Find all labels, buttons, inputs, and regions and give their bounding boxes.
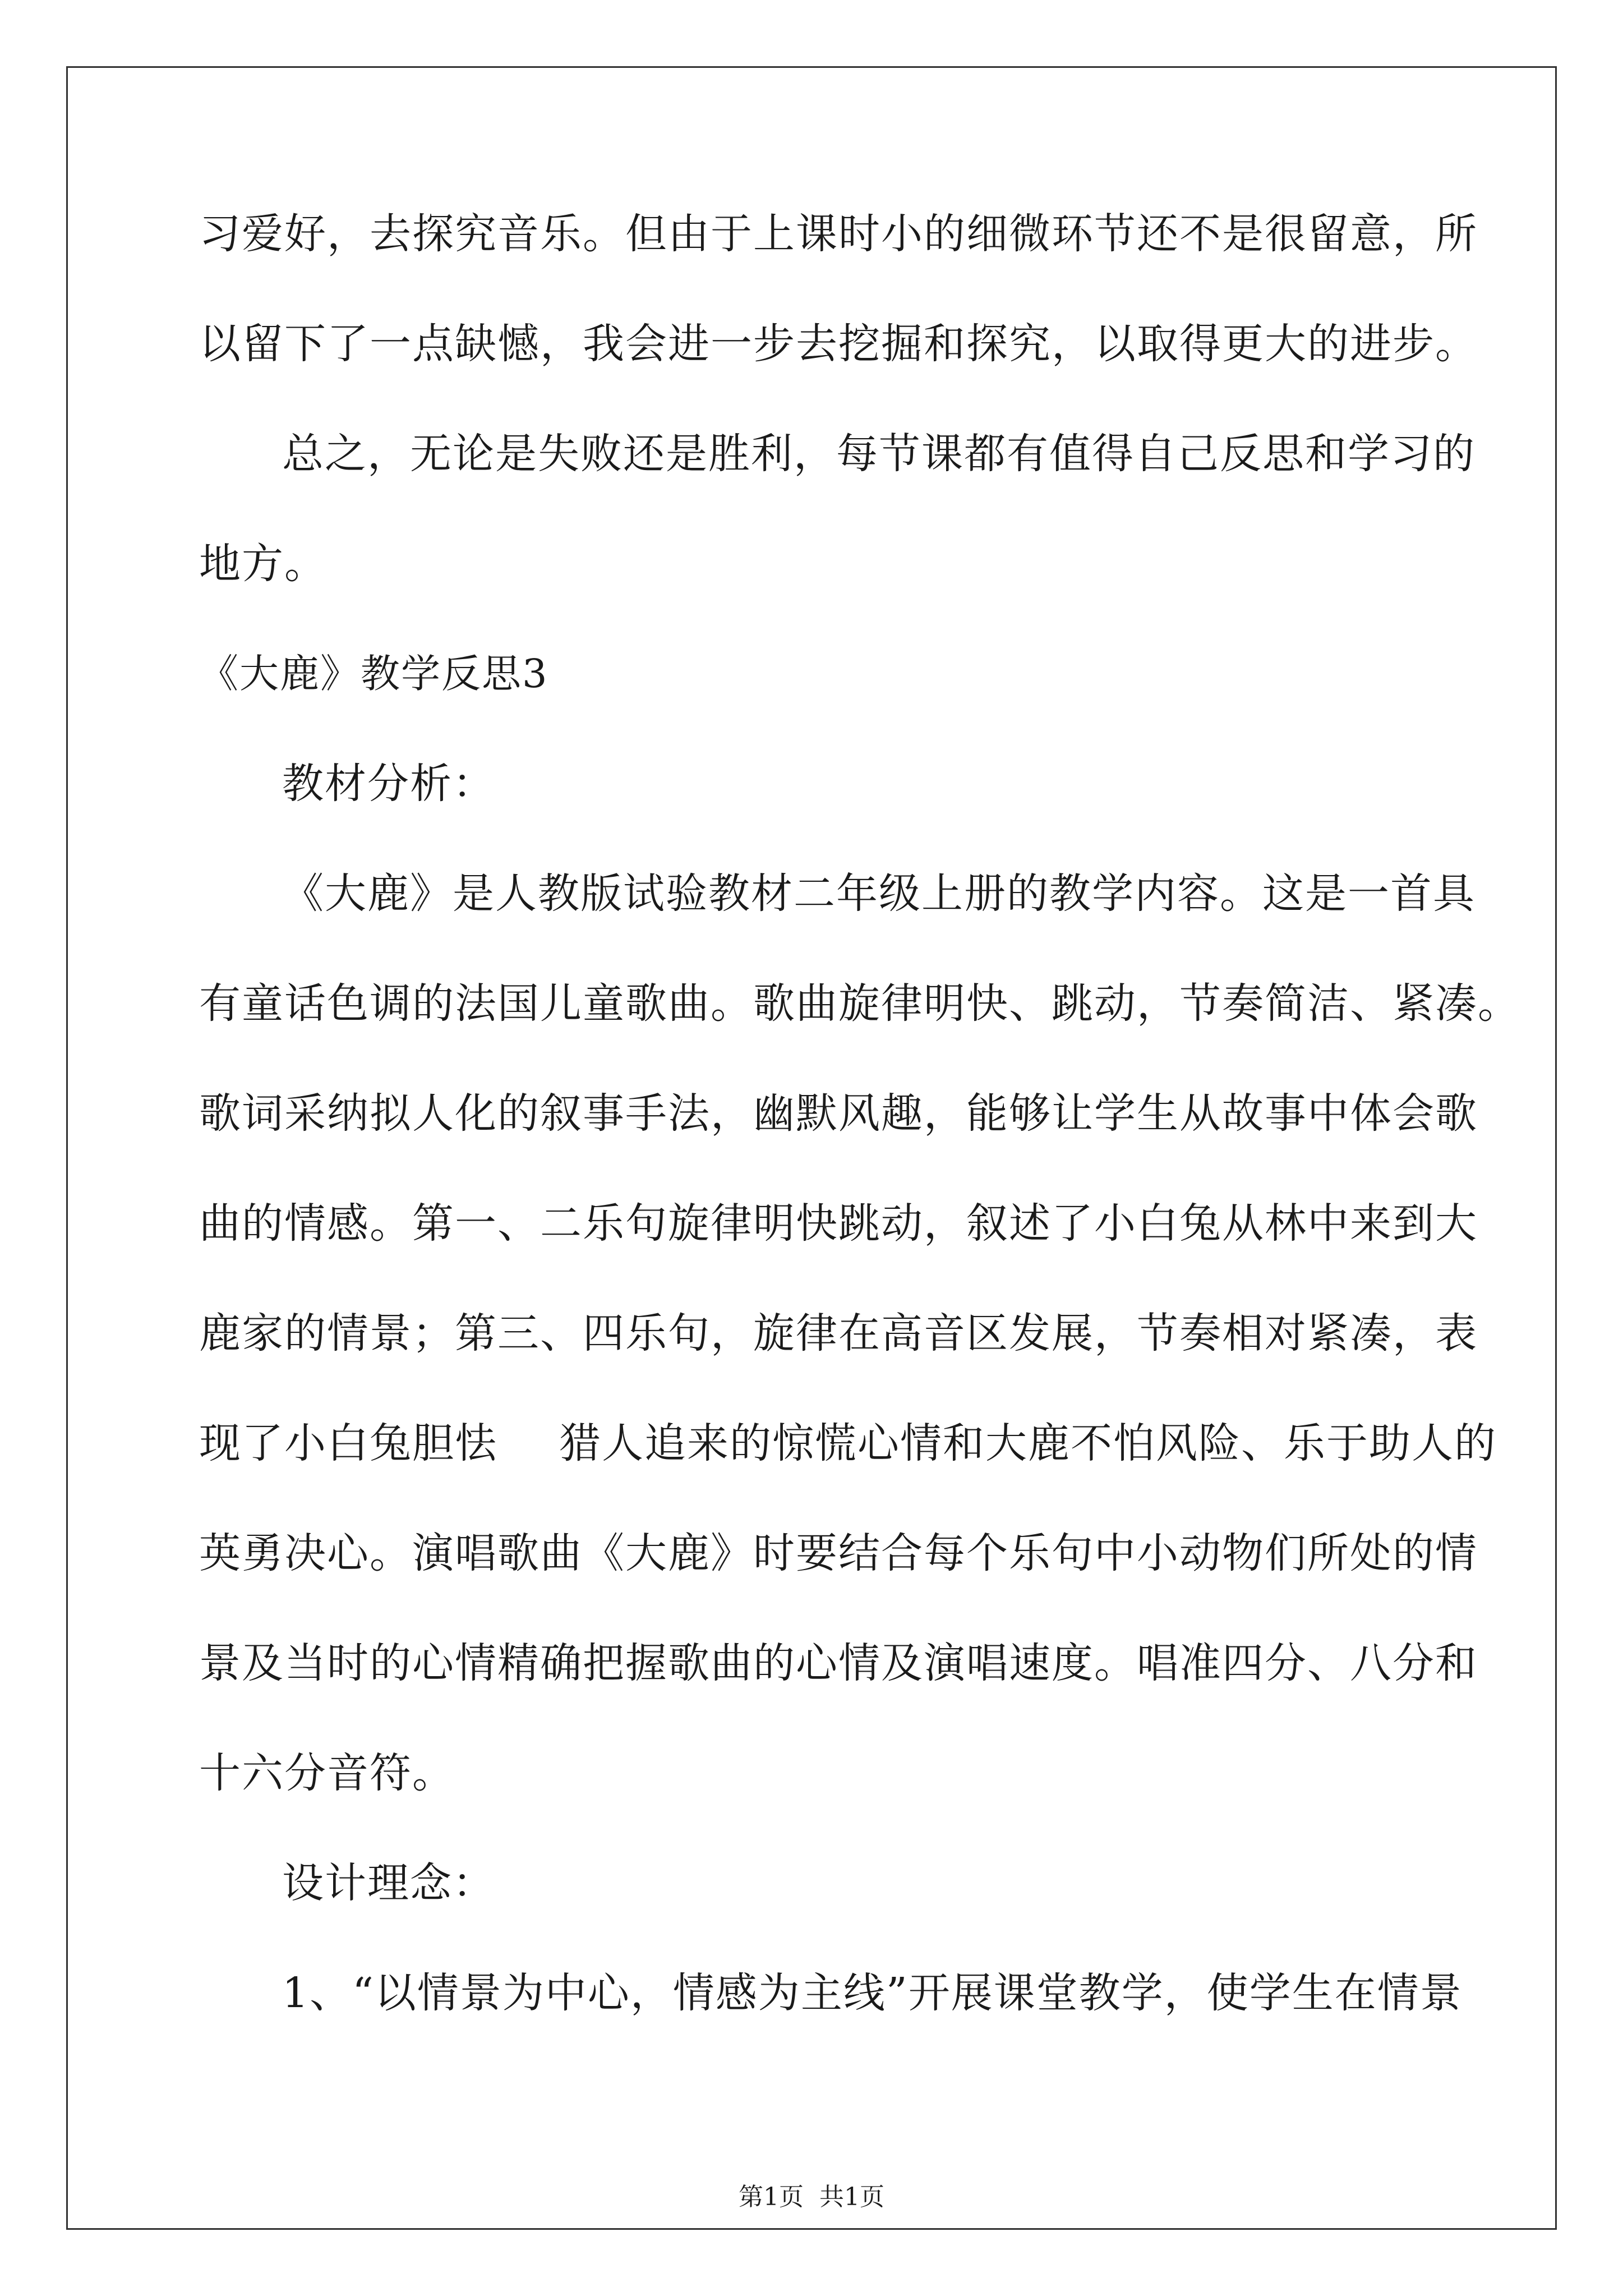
- subheading: 设计理念：: [282, 1859, 495, 1907]
- section-heading: 《大鹿》教学反思3: [199, 651, 548, 697]
- text-line: 英勇决心。演唱歌曲《大鹿》时要结合每个乐句中小动物们所处的情: [199, 1529, 1478, 1577]
- text-line: 总之，无论是失败还是胜利，每节课都有值得自己反思和学习的: [282, 430, 1476, 478]
- text-line: 曲的情感。第一、二乐句旋律明快跳动，叙述了小白兔从林中来到大: [199, 1199, 1478, 1248]
- text-line: 地方。: [199, 540, 327, 588]
- subheading: 教材分析：: [282, 760, 495, 808]
- text-line: 十六分音符。: [199, 1749, 455, 1797]
- text-fragment: 现了小白兔胆怯: [199, 1419, 497, 1467]
- page-footer: [0, 2185, 1623, 2210]
- page-number: 第1页: [739, 2183, 804, 2211]
- text-line: 以留下了一点缺憾，我会进一步去挖掘和探究，以取得更大的进步。: [199, 320, 1478, 368]
- text-line: 鹿家的情景；第三、四乐句，旋律在高音区发展，节奏相对紧凑，表: [199, 1309, 1478, 1358]
- text-fragment: 猎人追来的惊慌心情和大鹿不怕风险、乐于助人的: [559, 1419, 1497, 1467]
- text-line: 景及当时的心情精确把握歌曲的心情及演唱速度。唱准四分、八分和: [199, 1639, 1478, 1687]
- text-line: 歌词采纳拟人化的叙事手法，幽默风趣，能够让学生从故事中体会歌: [199, 1089, 1478, 1138]
- text-line: 习爱好，去探究音乐。但由于上课时小的细微环节还不是很留意，所: [199, 210, 1478, 258]
- text-line: 1、“以情景为中心，情感为主线”开展课堂教学，使学生在情景: [282, 1969, 1463, 2017]
- text-line: [199, 1419, 1497, 1467]
- text-line: 《大鹿》是人教版试验教材二年级上册的教学内容。这是一首具: [282, 869, 1476, 918]
- document-body: [199, 210, 1520, 2082]
- page-total: 共1页: [819, 2183, 884, 2211]
- text-line: 有童话色调的法国儿童歌曲。歌曲旋律明快、跳动，节奏简洁、紧凑。: [199, 979, 1520, 1028]
